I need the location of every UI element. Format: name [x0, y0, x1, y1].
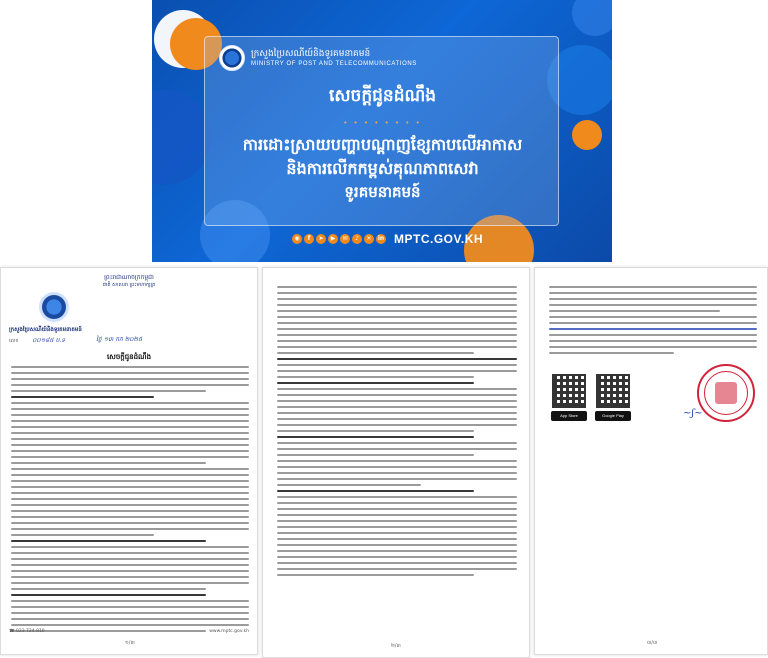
- divider-dots: • • • • • • • •: [343, 119, 422, 127]
- qr-code-icon[interactable]: [552, 374, 586, 408]
- google-play-badge[interactable]: Google Play: [595, 411, 631, 421]
- decor-circle: [152, 90, 211, 185]
- website-link[interactable]: MPTC.GOV.KH: [394, 232, 484, 246]
- messenger-icon[interactable]: ✉: [340, 234, 350, 244]
- telegram-icon[interactable]: ➤: [316, 234, 326, 244]
- linkedin-icon[interactable]: in: [377, 235, 385, 242]
- banner-card: [204, 36, 559, 226]
- banner-subtitle-line3: ទូរគមនាគមន៍: [344, 183, 421, 201]
- globe-icon[interactable]: ◉: [292, 234, 302, 244]
- qr-code-icon[interactable]: [596, 374, 630, 408]
- app-store-badge[interactable]: App Store: [551, 411, 587, 421]
- official-stamp-icon: [697, 364, 755, 422]
- ministry-header: [219, 45, 417, 71]
- banner-subtitle-line2: និងការលើកកម្ពស់គុណភាពសេវា: [286, 159, 479, 178]
- body-text: [11, 366, 249, 636]
- reference-number: [9, 336, 65, 345]
- kingdom-header: ព្រះរាជាណាចក្រកម្ពុជា: [104, 274, 154, 281]
- page-number: ១/៣: [125, 640, 135, 646]
- social-links: [292, 232, 483, 246]
- footer-phone: ☎ 023 724 810: [9, 629, 45, 634]
- ministry-seal-icon: [39, 292, 69, 322]
- page-ministry-name: ក្រសួងប្រៃសណីយ៍និងទូរគមនាគមន៍: [9, 327, 82, 333]
- page-number: ២/៣: [391, 643, 401, 649]
- app-store-qr[interactable]: [551, 374, 587, 421]
- youtube-icon[interactable]: ▶: [328, 234, 338, 244]
- signature-icon: ~ʃ~: [683, 408, 703, 419]
- document-page-3: [534, 267, 768, 655]
- ministry-name-en: MINISTRY OF POST AND TELECOMMUNICATIONS: [251, 60, 417, 67]
- ministry-logo-icon: [219, 45, 245, 71]
- document-page-2: [262, 267, 530, 658]
- page-number: ៣/៣: [647, 640, 658, 646]
- reference-handwritten: ០០១៨៥ ប.ទ: [32, 337, 66, 344]
- decor-circle: [572, 0, 612, 36]
- footer-website: www.mptc.gov.kh: [209, 629, 249, 634]
- banner-headline: សេចក្តីជូនដំណឹង: [328, 86, 437, 106]
- banner-subtitle-line1: ការដោះស្រាយបញ្ហាបណ្តាញខ្សែកាបលើអាកាស: [242, 135, 523, 154]
- tiktok-icon[interactable]: ♪: [352, 234, 362, 244]
- document-date: [96, 335, 142, 344]
- facebook-icon[interactable]: f: [304, 234, 314, 244]
- date-handwritten: ថ្ងៃ ១៣ កក ២០២៥: [96, 336, 143, 343]
- document-page-1: [0, 267, 258, 655]
- twitter-icon[interactable]: ✕: [364, 234, 374, 244]
- reference-label: លេខ: [9, 338, 19, 344]
- body-text: [549, 286, 757, 358]
- ministry-name-km: ក្រសួងប្រៃសណីយ៍និងទូរគមនាគមន៍: [251, 48, 371, 59]
- decor-circle: [572, 120, 602, 150]
- kingdom-motto: ជាតិ សាសនា ព្រះមហាក្សត្រ: [102, 282, 156, 288]
- google-play-qr[interactable]: [595, 374, 631, 421]
- body-text: [277, 286, 517, 580]
- announcement-banner: [152, 0, 612, 262]
- document-title: សេចក្តីជូនដំណឹង: [106, 352, 152, 361]
